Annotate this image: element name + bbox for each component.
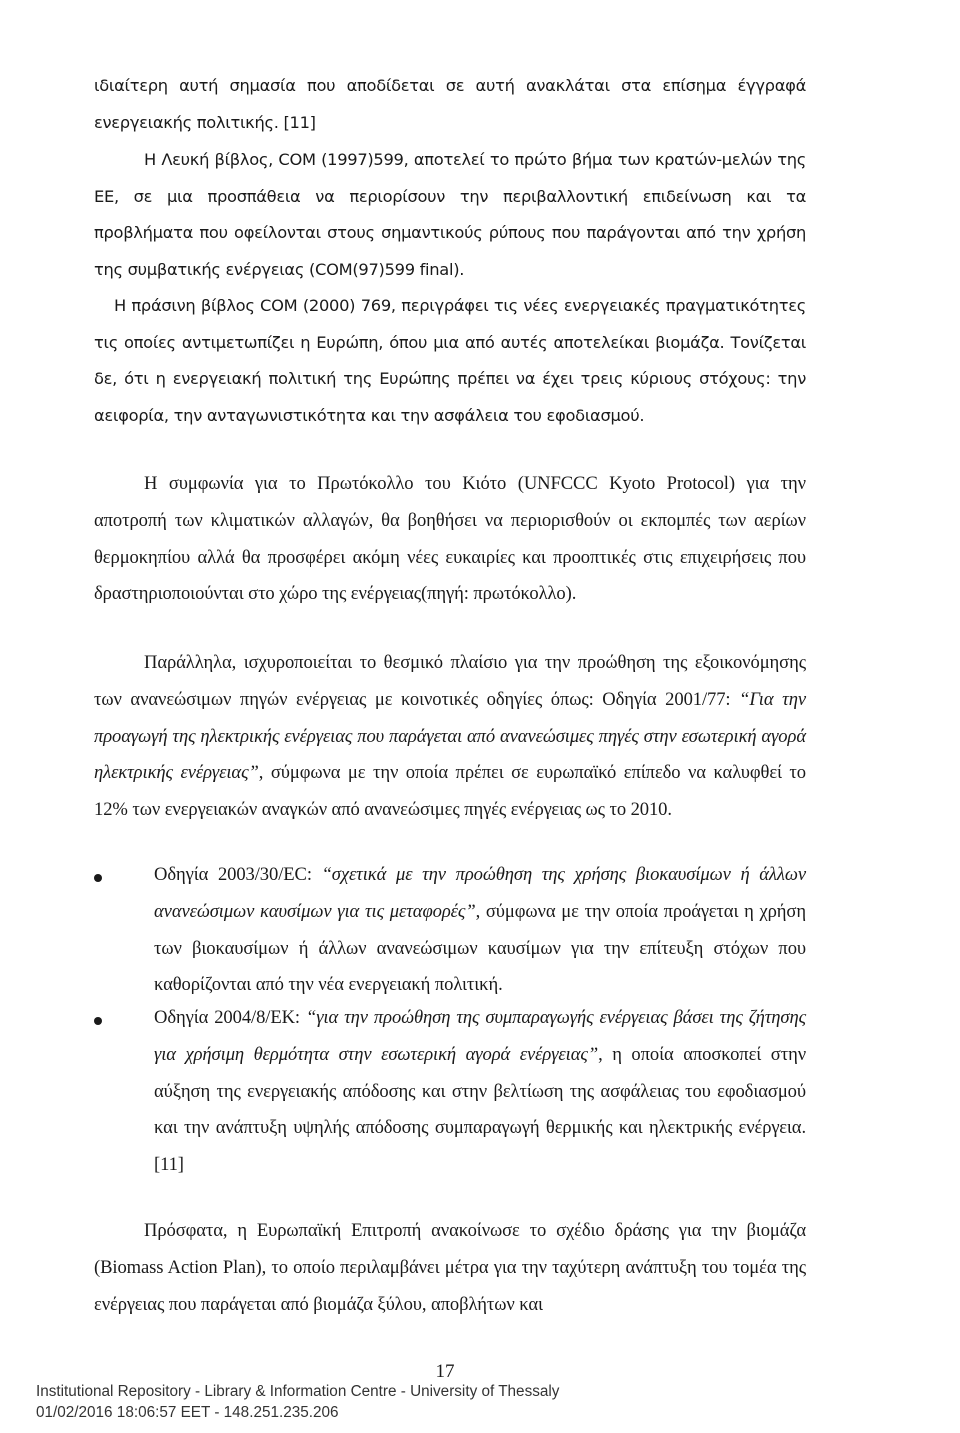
- timestamp-footer: 01/02/2016 18:06:57 EET - 148.251.235.206: [36, 1404, 339, 1421]
- directive-2004-lead: Οδηγία 2004/8/ΕΚ:: [154, 1007, 306, 1028]
- directive-2003-quote: “σχετικά με την προώθηση της χρήσης βιοκαυσίμων ή άλλων ανανεώσιμων καυσίμων για τις μεταφορές”: [154, 864, 806, 922]
- repository-footer: Institutional Repository - Library & Information Centre - University of Thessaly: [36, 1383, 560, 1400]
- directive-2003-tail: , σύμφωνα με την οποία προάγεται η χρήση των βιοκαυσίμων ή άλλων ανανεώσιμων καυσίμων για την επίτευξη στόχων που καθορίζονται από την νέα ενεργειακή πολιτική.: [154, 900, 806, 996]
- directive-2001-quote: “Για την προαγωγή της ηλεκτρικής ενέργειας που παράγεται από ανανεώσιμες πηγές στην εσωτερική αγορά ηλεκτρικής ενέργειας”: [94, 688, 806, 784]
- bullet-dot: [94, 874, 102, 882]
- directive-2004-quote: “για την προώθηση της συμπαραγωγής ενέργειας βάσει της ζήτησης για χρήσιμη θερμότητα στην εσωτερική αγορά ενέργειας”: [154, 1007, 807, 1065]
- paragraph-intro-text: ιδιαίτερη αυτή σημασία που αποδίδεται σε αυτή ανακλάται στα επίσημα έγγραφά ενεργειακής πολιτικής. [11]: [94, 76, 806, 132]
- directive-2001-lead: Παράλληλα, ισχυροποιείται το θεσμικό πλαίσιο για την προώθηση της εξοικονόμησης των ανανεώσιμων πηγών ενέργειας με κοινοτικές οδηγίες όπως: Οδηγία 2001/77:: [94, 652, 806, 710]
- paragraph-white-paper: [94, 142, 806, 288]
- paragraph-kyoto: [94, 466, 806, 613]
- paragraph-green-paper: [94, 288, 806, 434]
- paragraph-biomass-plan-text: Πρόσφατα, η Ευρωπαϊκή Επιτροπή ανακοίνωσε το σχέδιο δράσης για την βιομάζα (Biomass Action Plan), το οποίο περιλαμβάνει μέτρα για την ταχύτερη ανάπτυξη του τομέα της ενέργειας που παράγεται από βιομάζα ξύλου, αποβλήτων και: [94, 1220, 806, 1315]
- paragraph-green-paper-text: Η πράσινη βίβλος COM (2000) 769, περιγράφει τις νέες ενεργειακές πραγματικότητες τις οποίες αντιμετωπίζει η Ευρώπη, όπου μια από αυτές αποτελείκαι βιομάζα. Τονίζεται δε, ότι η ενεργειακή πολιτική της Ευρώπης πρέπει να έχει τρεις κύριους στόχους: την αειφορία, την ανταγωνιστικότητα και την ασφάλεια του εφοδιασμού.: [94, 296, 806, 425]
- paragraph-intro: [94, 68, 806, 141]
- page-number: 17: [435, 1361, 455, 1382]
- directive-2003-lead: Οδηγία 2003/30/ΕC:: [154, 864, 322, 885]
- bullet-directive-2004: [154, 1000, 806, 1184]
- paragraph-directives: [94, 645, 806, 829]
- directive-2001-tail: , σύμφωνα με την οποία πρέπει σε ευρωπαϊκό επίπεδο να καλυφθεί το 12% των ενεργειακών αναγκών από ανανεώσιμες πηγές ενέργειας ως το 2010.: [94, 762, 807, 821]
- directive-2004-tail: , η οποία αποσκοπεί στην αύξηση της ενεργειακής απόδοσης και στην βελτίωση της ασφάλειας του εφοδιασμού και την ανάπτυξη υψηλής απόδοσης συμπαραγωγή θερμικής και ηλεκτρικής ενέργεια. [11]: [154, 1043, 806, 1176]
- paragraph-white-paper-text: Η Λευκή βίβλος, COM (1997)599, αποτελεί το πρώτο βήμα των κρατών-μελών της ΕΕ, σε μια προσπάθεια να περιορίσουν την περιβαλλοντική επιδείνωση και τα προβλήματα που οφείλονται στους σημαντικούς ρύπους που παράγονται από την χρήση της συμβατικής ενέργειας (COM(97)599 final).: [94, 150, 806, 279]
- paragraph-biomass-plan: [94, 1213, 806, 1323]
- paragraph-kyoto-text: Η συμφωνία για το Πρωτόκολλο του Κιότο (UNFCCC Kyoto Protocol) για την αποτροπή των κλιματικών αλλαγών, θα βοηθήσει να περιορισθούν οι εκπομπές των αερίων θερμοκηπίου αλλά θα προσφέρει ακόμη νέες ευκαιρίες και προοπτικές στις επιχειρήσεις που δραστηριοποιούνται στο χώρο της ενέργειας(πηγή: πρωτόκολλο).: [94, 473, 806, 605]
- bullet-directive-2003: [154, 857, 806, 1004]
- bullet-dot: [94, 1017, 102, 1025]
